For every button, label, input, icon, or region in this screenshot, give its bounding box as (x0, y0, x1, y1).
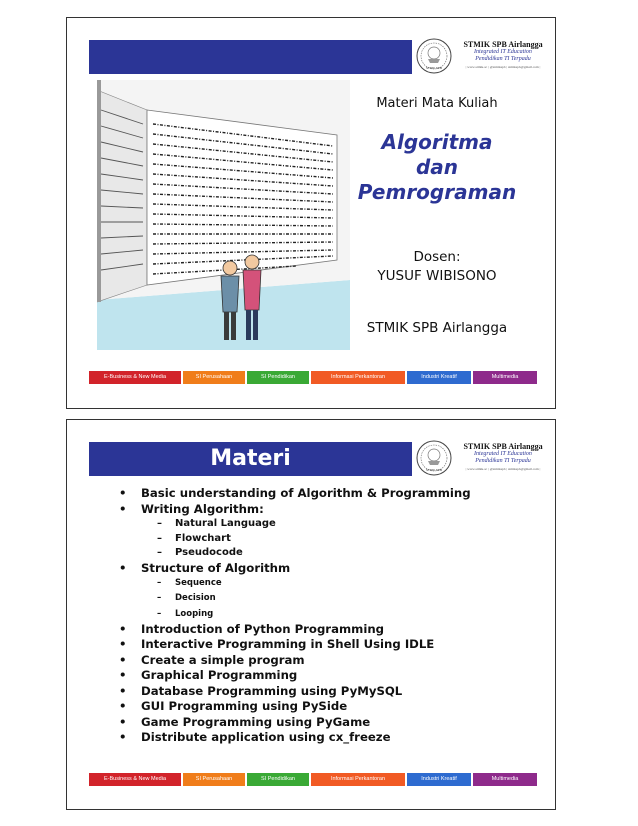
sub-list-item: – Sequence (141, 576, 537, 591)
footer-segment-si-pendidikan: SI Pendidikan (247, 371, 309, 384)
sub-list (141, 517, 537, 561)
title-bar (89, 40, 412, 74)
course-label: Materi Mata Kuliah (376, 96, 498, 111)
contact-line: | www.stmik.ac | @stmikspb | stmikspb@gmail.com | (465, 65, 541, 69)
institution-name: STMIK SPB Airlangga (463, 442, 543, 451)
footer-segment-si-perusahaan: SI Perusahaan (183, 773, 245, 786)
list-item: • Basic understanding of Algorithm & Programming (117, 486, 537, 502)
institution-seal-icon (416, 440, 452, 476)
chalkboard-illustration (97, 80, 350, 350)
list-item: • Writing Algorithm: – Natural Language – Flowchart – Pseudocode (117, 502, 537, 561)
footer-segment-ebusiness: E-Business & New Media (89, 773, 181, 786)
footer-bar (89, 371, 537, 384)
list-item: • Interactive Programming in Shell Using IDLE (117, 637, 537, 653)
footer-segment-informasi-perkantoran: Informasi Perkantoran (311, 773, 405, 786)
slide-title: Materi (210, 446, 291, 471)
footer-segment-si-perusahaan: SI Perusahaan (183, 371, 245, 384)
sub-list (141, 576, 537, 622)
footer-segment-industri-kreatif: Industri Kreatif (407, 773, 471, 786)
footer-segment-ebusiness: E-Business & New Media (89, 371, 181, 384)
list-item: • Database Programming using PyMySQL (117, 684, 537, 700)
footer-segment-multimedia: Multimedia (473, 371, 537, 384)
institution-label: STMIK SPB Airlangga (366, 320, 508, 336)
list-item: • Structure of Algorithm – Sequence – Decision – Looping (117, 561, 537, 622)
footer-segment-industri-kreatif: Industri Kreatif (407, 371, 471, 384)
slide-1-title (66, 17, 556, 409)
topic-list (117, 486, 537, 746)
title-bar (89, 442, 412, 476)
course-title (337, 130, 537, 205)
tagline-2: Pendidikan TI Terpadu (475, 56, 531, 62)
tagline-1: Integrated IT Education (474, 451, 532, 457)
footer-segment-multimedia: Multimedia (473, 773, 537, 786)
course-title-line-1: Algoritma (381, 130, 493, 154)
list-item: • Game Programming using PyGame (117, 715, 537, 731)
list-item: • Introduction of Python Programming (117, 622, 537, 638)
list-item: • Graphical Programming (117, 668, 537, 684)
seal-text: STMIK SPB (425, 66, 443, 70)
institution-name: STMIK SPB Airlangga (463, 40, 543, 49)
tagline-2: Pendidikan TI Terpadu (475, 458, 531, 464)
tagline-1: Integrated IT Education (474, 49, 532, 55)
list-item: • Distribute application using cx_freeze (117, 730, 537, 746)
sub-list-item: – Flowchart (141, 532, 537, 547)
sub-list-item: – Natural Language (141, 517, 537, 532)
lecturer-label: Dosen: (413, 249, 461, 265)
sub-list-item: – Decision (141, 591, 537, 606)
institution-header (453, 40, 553, 69)
sub-list-item: – Looping (141, 607, 537, 622)
sub-list-item: – Pseudocode (141, 546, 537, 561)
lecturer-name: YUSUF WIBISONO (377, 268, 497, 284)
list-item: • GUI Programming using PySide (117, 699, 537, 715)
list-item: • Create a simple program (117, 653, 537, 669)
seal-text: STMIK SPB (425, 468, 443, 472)
slide-2-materi (66, 419, 556, 810)
contact-line: | www.stmik.ac | @stmikspb | stmikspb@gmail.com | (465, 467, 541, 471)
footer-segment-si-pendidikan: SI Pendidikan (247, 773, 309, 786)
institution-header (453, 442, 553, 471)
footer-segment-informasi-perkantoran: Informasi Perkantoran (311, 371, 405, 384)
institution-seal-icon (416, 38, 452, 74)
course-title-line-2: dan Pemrograman (357, 155, 517, 204)
footer-bar (89, 773, 537, 786)
